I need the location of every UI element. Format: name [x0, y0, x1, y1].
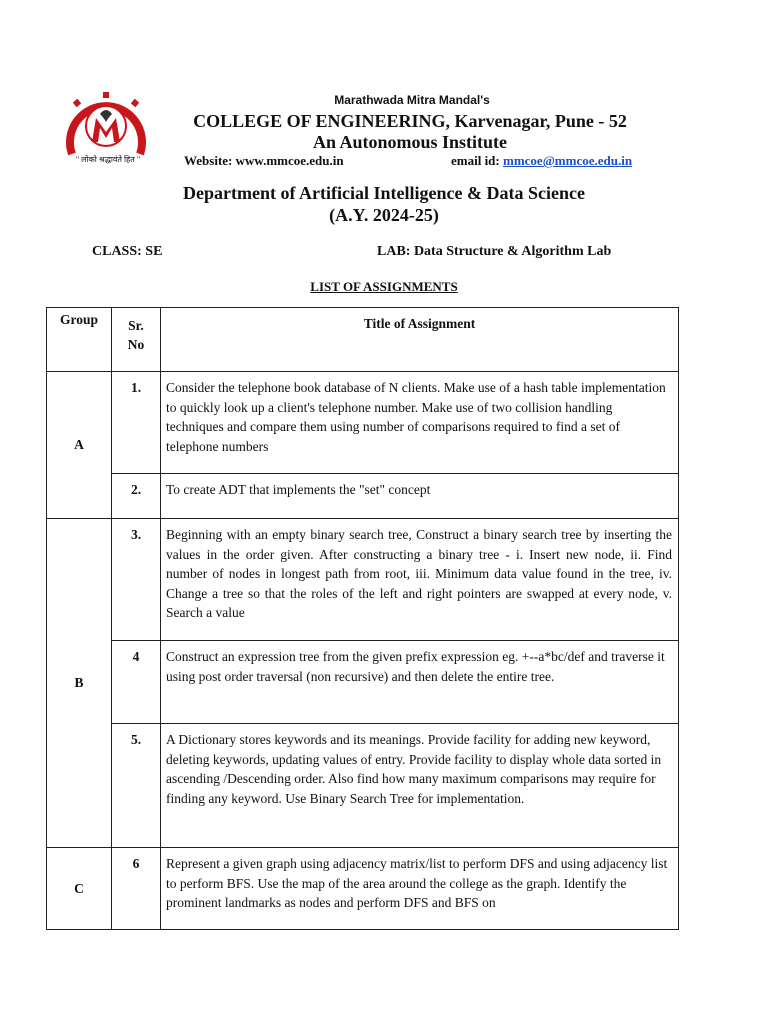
assignments-table — [46, 307, 679, 930]
sr-header — [112, 308, 161, 372]
class-label: CLASS: SE — [92, 244, 163, 259]
sr-cell: 6 — [112, 848, 161, 930]
title-cell: Consider the telephone book database of N clients. Make use of a hash table implementation to quickly look up a client's telephone number. Make use of two collision handling techniques and compare them using number of comparisons required to find a set of telephone numbers — [161, 372, 679, 474]
title-cell: To create ADT that implements the "set" concept — [161, 474, 679, 519]
table-row — [47, 724, 679, 848]
website-text: Website: www.mmcoe.edu.in — [184, 153, 344, 168]
group-header: Group — [47, 308, 112, 372]
list-title — [0, 279, 768, 295]
institute-status: An Autonomous Institute — [312, 132, 508, 152]
table-row — [47, 372, 679, 474]
sr-cell: 3. — [112, 519, 161, 641]
title-cell: A Dictionary stores keywords and its meanings. Provide facility for adding new keyword, deleting keywords, updating values of entry. Provide facility to display whole data sorted in ascending /Descending order. Also find how many maximum comparisons may require for finding any keyword. Use Binary Search Tree for implementation. — [161, 724, 679, 848]
group-cell-b: B — [47, 519, 112, 848]
group-cell-c: C — [47, 848, 112, 930]
list-title-text: LIST OF ASSIGNMENTS — [310, 279, 458, 294]
title-cell: Construct an expression tree from the given prefix expression eg. +--a*bc/def and traverse it using post order traversal (non recursive) and then delete the entire tree. — [161, 641, 679, 724]
title-cell: Represent a given graph using adjacency matrix/list to perform DFS and using adjacency list to perform BFS. Use the map of the area around the college as the graph. Identify the prominent landmarks as nodes and perform DFS and BFS on — [161, 848, 679, 930]
logo-motto: " लोको श्रद्धावंते हित " — [75, 155, 141, 164]
college-name: COLLEGE OF ENGINEERING, Karvenagar, Pune - 52 — [193, 111, 627, 131]
lab-label: LAB: Data Structure & Algorithm Lab — [377, 244, 612, 259]
sr-cell: 5. — [112, 724, 161, 848]
email-link[interactable]: mmcoe@mmcoe.edu.in — [503, 153, 633, 168]
table-row — [47, 848, 679, 930]
sr-cell: 4 — [112, 641, 161, 724]
table-row — [47, 519, 679, 641]
sr-cell: 2. — [112, 474, 161, 519]
department-title: Department of Artificial Intelligence & Data Science — [183, 183, 585, 203]
academic-year: (A.Y. 2024-25) — [329, 205, 439, 225]
email-label: email id: — [451, 153, 500, 168]
table-header-row — [47, 308, 679, 372]
table-row — [47, 641, 679, 724]
title-header: Title of Assignment — [161, 308, 679, 372]
sr-header-line2: No — [127, 337, 145, 352]
society-name: Marathwada Mitra Mandal's — [334, 93, 490, 107]
group-cell-a: A — [47, 372, 112, 519]
sr-header-line1: Sr. — [128, 318, 144, 333]
email-line — [451, 153, 632, 169]
sr-cell: 1. — [112, 372, 161, 474]
table-row — [47, 474, 679, 519]
title-cell: Beginning with an empty binary search tree, Construct a binary search tree by inserting the values in the order given. After constructing a binary tree - i. Insert new node, ii. Find number of nodes in longest path from root, iii. Minimum data value found in the tree, iv. Change a tree so that the roles of the left and right pointers are swapped at every node, v. Search a value — [161, 519, 679, 641]
